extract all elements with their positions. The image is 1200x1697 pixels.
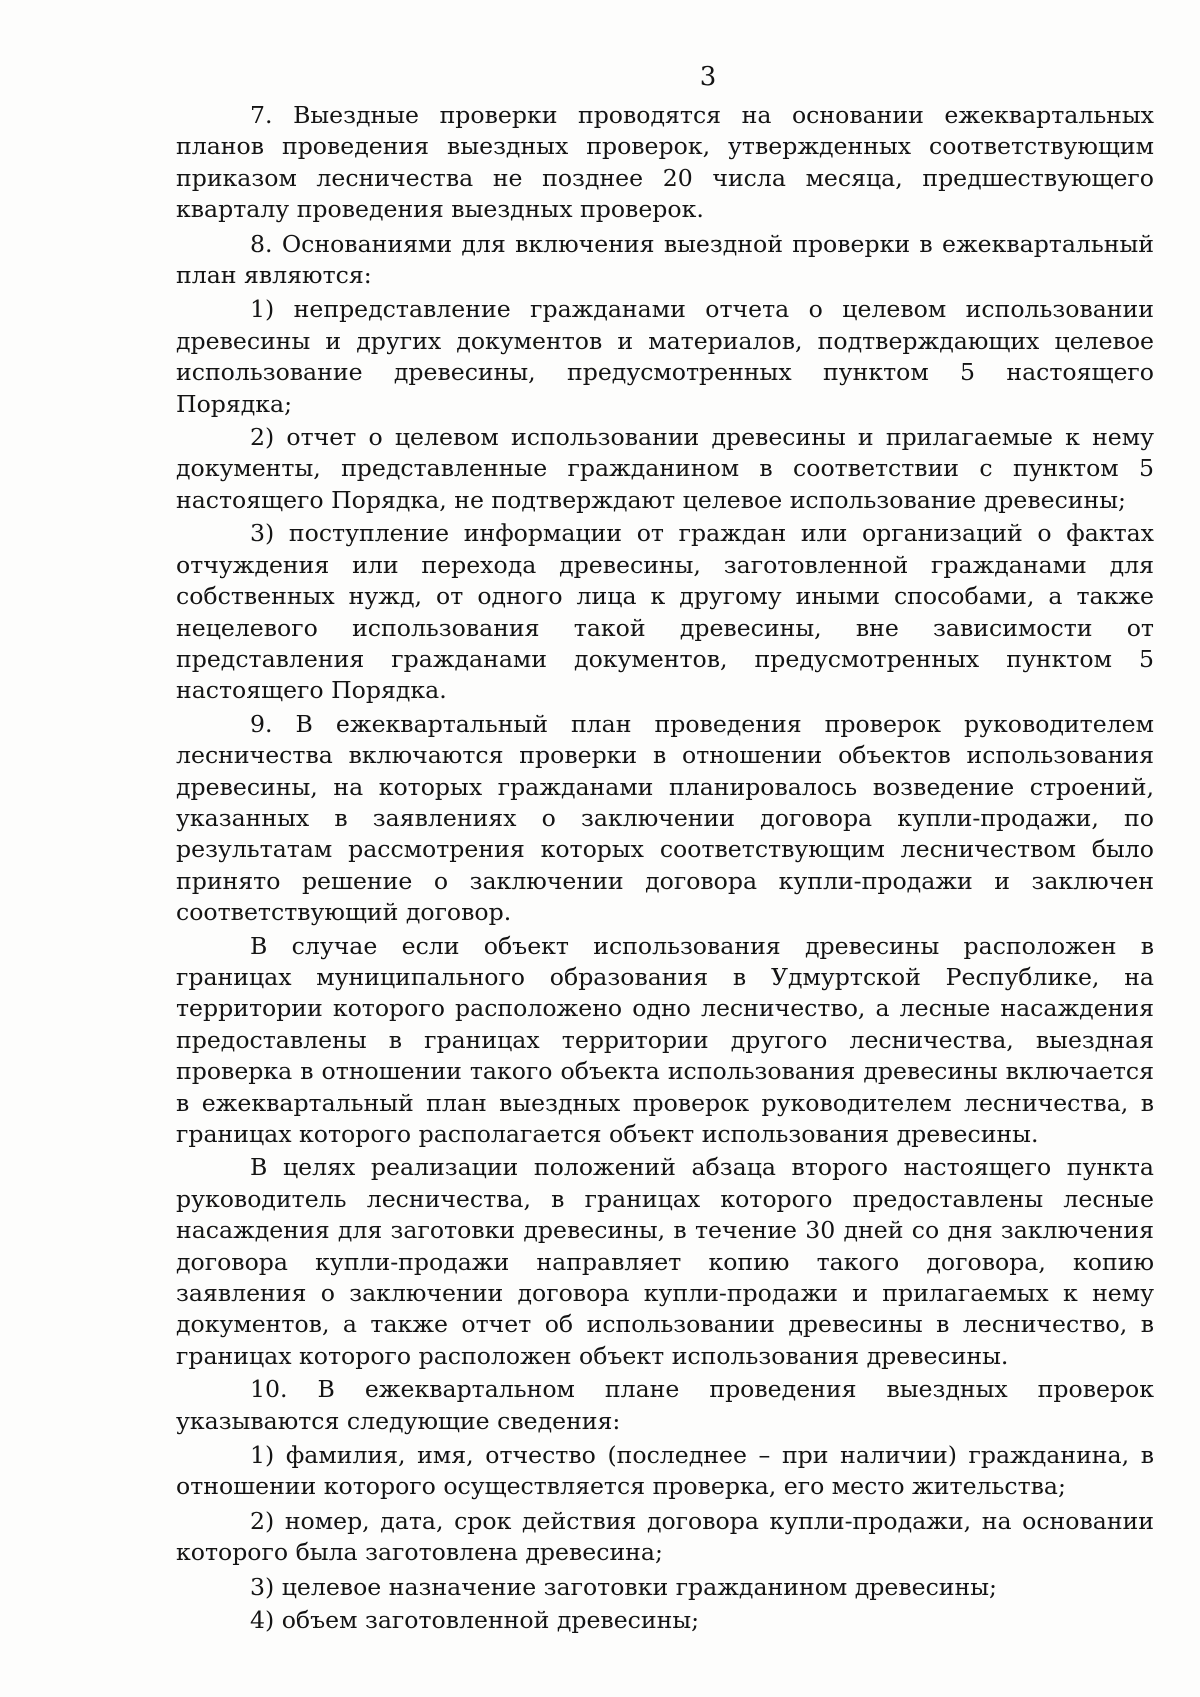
paragraph-8-item-2: 2) отчет о целевом использовании древесины и прилагаемые к нему документы, представленные гражданином в соответствии с пунктом 5 настоящего Порядка, не подтверждают целевое использование древесины; bbox=[176, 423, 1154, 514]
paragraph-9-part-3: В целях реализации положений абзаца второго настоящего пункта руководитель лесничества, в границах которого предоставлены лесные насаждения для заготовки древесины, в течение 30 дней со дня заключения договора купли-продажи направляет копию такого договора, копию заявления о заключении договора купли-продажи и прилагаемых к нему документов, а также отчет об использовании древесины в лесничество, в границах которого расположен объект использования древесины. bbox=[176, 1153, 1154, 1370]
paragraph-10-item-4: 4) объем заготовленной древесины; bbox=[250, 1606, 700, 1635]
page-number: 3 bbox=[699, 62, 717, 92]
paragraph-10-item-1: 1) фамилия, имя, отчество (последнее – при наличии) гражданина, в отношении которого осуществляется проверка, его место жительства; bbox=[176, 1441, 1154, 1501]
paragraph-10: 10. В ежеквартальном плане проведения выездных проверок указываются следующие сведения: bbox=[176, 1375, 1154, 1435]
paragraph-8: 8. Основаниями для включения выездной проверки в ежеквартальный план являются: bbox=[176, 229, 1154, 290]
paragraph-10-item-3: 3) целевое назначение заготовки гражданином древесины; bbox=[250, 1572, 997, 1601]
paragraph-7: 7. Выездные проверки проводятся на основании ежеквартальных планов проведения выездных проверок, утвержденных соответствующим приказом лесничества не позднее 20 числа месяца, предшествующего кварталу проведения выездных проверок. bbox=[176, 101, 1154, 224]
paragraph-8-item-1: 1) непредставление гражданами отчета о целевом использовании древесины и других документов и материалов, подтверждающих целевое использование древесины, предусмотренных пунктом 5 настоящего Порядка; bbox=[176, 295, 1154, 418]
paragraph-9: 9. В ежеквартальный план проведения проверок руководителем лесничества включаются проверки в отношении объектов использования древесины, на которых гражданами планировалось возведение строений, указанных в заявлениях о заключении договора купли-продажи, по результатам рассмотрения которых соответствующим лесничеством было принято решение о заключении договора купли-продажи и заключен соответствующий договор. bbox=[176, 709, 1154, 927]
paragraph-10-item-2: 2) номер, дата, срок действия договора купли-продажи, на основании которого была заготовлена древесина; bbox=[176, 1506, 1154, 1567]
document-body bbox=[176, 100, 1154, 1637]
paragraph-8-item-3: 3) поступление информации от граждан или организаций о фактах отчуждения или перехода древесины, заготовленной гражданами для собственных нужд, от одного лица к другому иными способами, а также нецелевого использования такой древесины, вне зависимости от представления гражданами документов, предусмотренных пунктом 5 настоящего Порядка. bbox=[176, 519, 1154, 705]
paragraph-9-part-2: В случае если объект использования древесины расположен в границах муниципального образования в Удмуртской Республике, на территории которого расположено одно лесничество, а лесные насаждения предоставлены в границах территории другого лесничества, выездная проверка в отношении такого объекта использования древесины включается в ежеквартальный план выездных проверок руководителем лесничества, в границах которого располагается объект использования древесины. bbox=[176, 931, 1154, 1148]
